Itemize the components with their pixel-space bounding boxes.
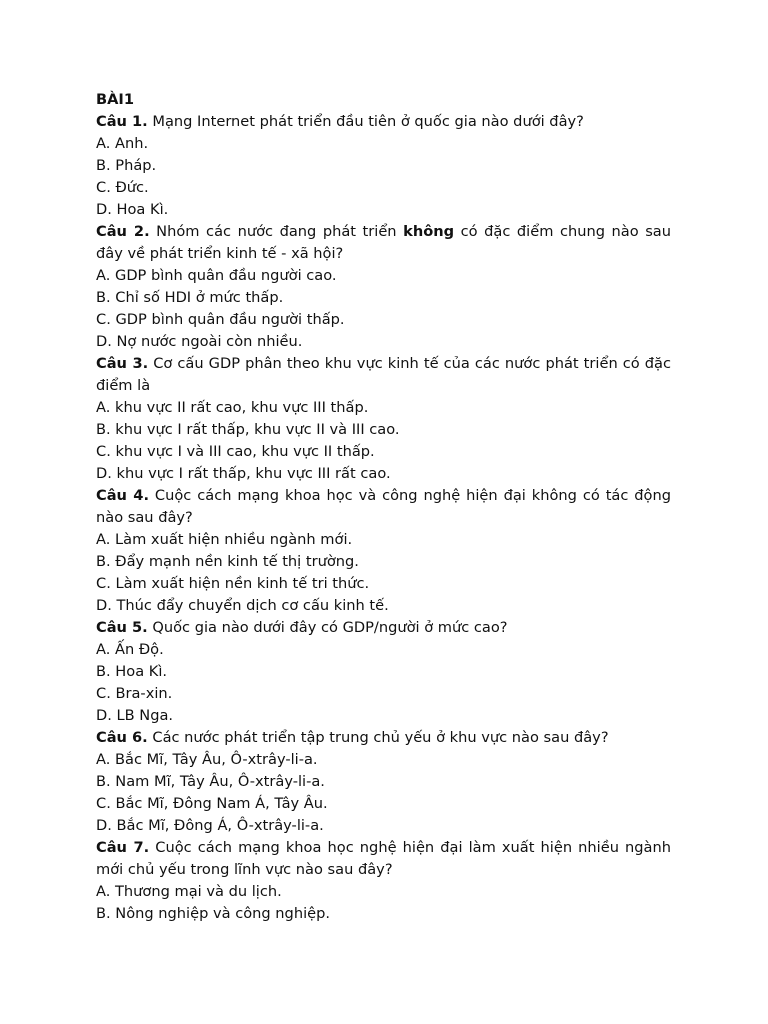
question-4-text: Cuộc cách mạng khoa học và công nghệ hiện đại không có tác động nào sau đây? [96, 487, 671, 526]
question-2-option-b: B. Chỉ số HDI ở mức thấp. [96, 289, 284, 306]
question-1-option-c: C. Đức. [96, 179, 149, 196]
question-3-option-a: A. khu vực II rất cao, khu vực III thấp. [96, 399, 369, 416]
question-3-option-d: D. khu vực I rất thấp, khu vực III rất cao. [96, 465, 391, 482]
question-4-option-c: C. Làm xuất hiện nền kinh tế tri thức. [96, 575, 370, 592]
question-2-option-a: A. GDP bình quân đầu người cao. [96, 267, 337, 284]
question-6-option-c: C. Bắc Mĩ, Đông Nam Á, Tây Âu. [96, 795, 328, 812]
question-3-option-b: B. khu vực I rất thấp, khu vực II và III cao. [96, 421, 400, 438]
question-1-option-d: D. Hoa Kì. [96, 201, 169, 218]
question-3-number: Câu 3. [96, 355, 149, 372]
question-5-text: Quốc gia nào dưới đây có GDP/người ở mức cao? [147, 619, 508, 636]
question-7-number: Câu 7. [96, 839, 150, 856]
question-2-emphasis: không [403, 223, 455, 240]
question-6-text: Các nước phát triển tập trung chủ yếu ở khu vực nào sau đây? [147, 729, 609, 746]
lesson-title: BÀI1 [96, 91, 135, 108]
question-5-option-b: B. Hoa Kì. [96, 663, 168, 680]
question-1-option-b: B. Pháp. [96, 157, 157, 174]
question-1-option-a: A. Anh. [96, 135, 149, 152]
question-2-option-c: C. GDP bình quân đầu người thấp. [96, 311, 345, 328]
question-7-text: Cuộc cách mạng khoa học nghệ hiện đại làm xuất hiện nhiều ngành mới chủ yếu trong lĩnh vực nào sau đây? [96, 839, 671, 878]
question-2-option-d: D. Nợ nước ngoài còn nhiều. [96, 333, 303, 350]
question-2-number: Câu 2. [96, 223, 150, 240]
question-4-option-d: D. Thúc đẩy chuyển dịch cơ cấu kinh tế. [96, 597, 389, 614]
question-6-number: Câu 6. [96, 729, 148, 746]
question-3 [96, 353, 671, 397]
question-1-number: Câu 1. [96, 113, 148, 130]
question-7-option-b: B. Nông nghiệp và công nghiệp. [96, 905, 331, 922]
question-2-text-after: có đặc điểm chung nào sau đây về phát triển kinh tế - xã hội? [96, 223, 671, 262]
question-4-option-b: B. Đẩy mạnh nền kinh tế thị trường. [96, 553, 359, 570]
question-2-text-before: Nhóm các nước đang phát triển [149, 223, 404, 240]
question-5-option-a: A. Ấn Độ. [96, 641, 164, 658]
question-2 [96, 221, 671, 265]
question-3-option-c: C. khu vực I và III cao, khu vực II thấp. [96, 443, 375, 460]
question-5-option-c: C. Bra-xin. [96, 685, 173, 702]
question-4-option-a: A. Làm xuất hiện nhiều ngành mới. [96, 531, 353, 548]
question-1-text: Mạng Internet phát triển đầu tiên ở quốc gia nào dưới đây? [147, 113, 584, 130]
question-6-option-d: D. Bắc Mĩ, Đông Á, Ô-xtrây-li-a. [96, 817, 324, 834]
question-7 [96, 837, 671, 881]
question-5-number: Câu 5. [96, 619, 148, 636]
question-5 [96, 617, 671, 639]
question-7-option-a: A. Thương mại và du lịch. [96, 883, 282, 900]
question-5-option-d: D. LB Nga. [96, 707, 174, 724]
question-4 [96, 485, 671, 529]
document-page [96, 89, 671, 925]
question-6 [96, 727, 671, 749]
question-1 [96, 111, 671, 133]
question-6-option-b: B. Nam Mĩ, Tây Âu, Ô-xtrây-li-a. [96, 773, 325, 790]
question-4-number: Câu 4. [96, 487, 150, 504]
question-3-text: Cơ cấu GDP phân theo khu vực kinh tế của các nước phát triển có đặc điểm là [96, 355, 671, 394]
question-6-option-a: A. Bắc Mĩ, Tây Âu, Ô-xtrây-li-a. [96, 751, 318, 768]
